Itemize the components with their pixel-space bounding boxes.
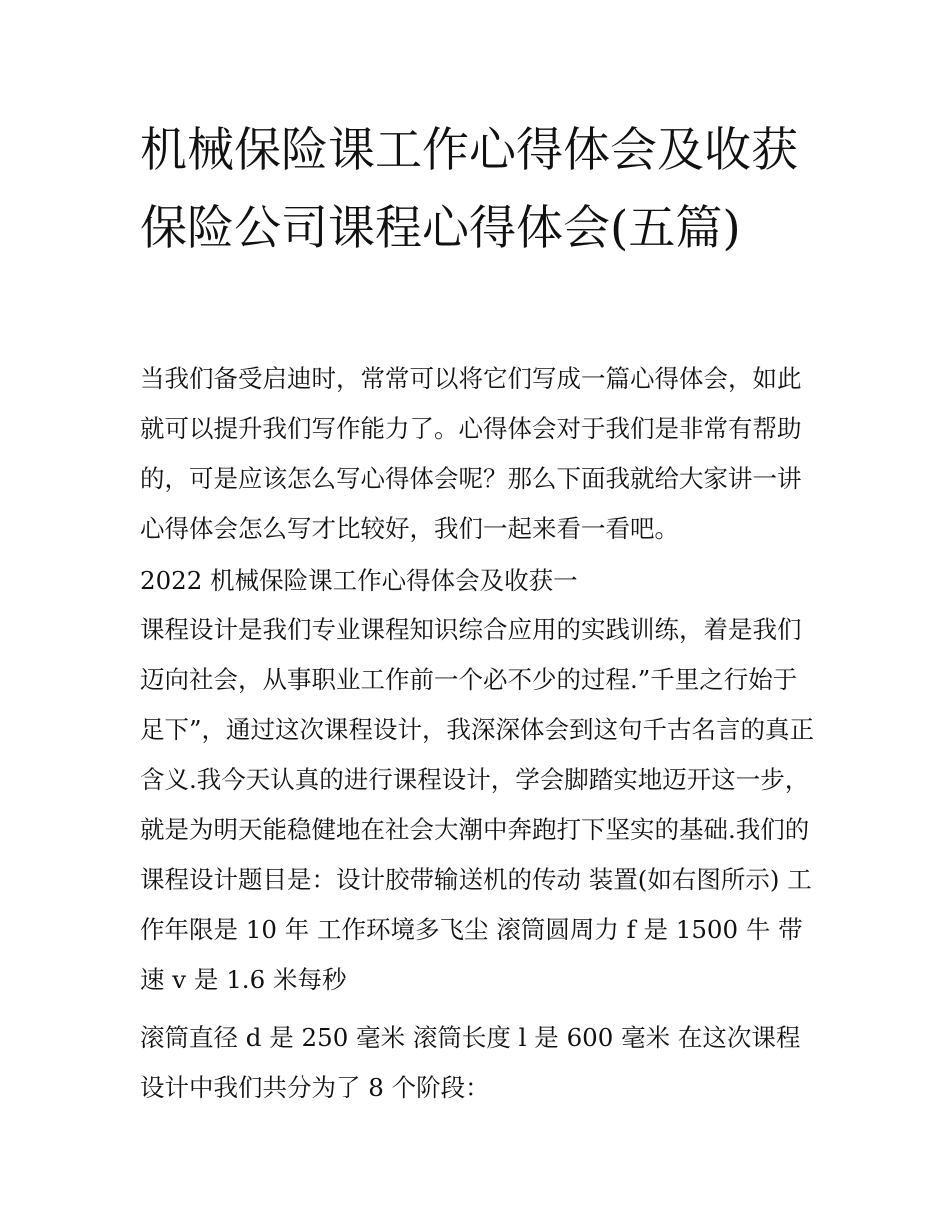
document-title: 机械保险课工作心得体会及收获 保险公司课程心得体会(五篇) [140,123,798,256]
intro-paragraph: 当我们备受启迪时，常常可以将它们写成一篇心得体会，如此就可以提升我们写作能力了。心得体会对于我们是非常有帮助的，可是应该怎么写心得体会呢？那么下面我就给大家讲一讲心得体会怎么写才比较好，我们一起来看一看吧。 [140,364,802,543]
final-paragraph: 滚筒直径 d 是 250 毫米 滚筒长度 l 是 600 毫米 在这次课程设计中我们共分为了 8 个阶段： [140,1023,801,1102]
main-paragraph: 课程设计是我们专业课程知识综合应用的实践训练，着是我们迈向社会，从事职业工作前一个必不少的过程.”千里之行始于足下”，通过这次课程设计，我深深体会到这句千古名言的真正含义.我今天认真的进行课程设计，学会脚踏实地迈开这一步，就是为明天能稳健地在社会大潮中奔跑打下坚实的基础.我们的课程设计题目是：设计胶带输送机的传动 装置(如右图所示) 工作年限是 10 年 工作环境多飞尘 滚筒圆周力 f 是 1500 牛 带速 v 是 1.6 米每秒 [140,615,815,994]
section-heading: 2022 机械保险课工作心得体会及收获一 [140,566,578,595]
